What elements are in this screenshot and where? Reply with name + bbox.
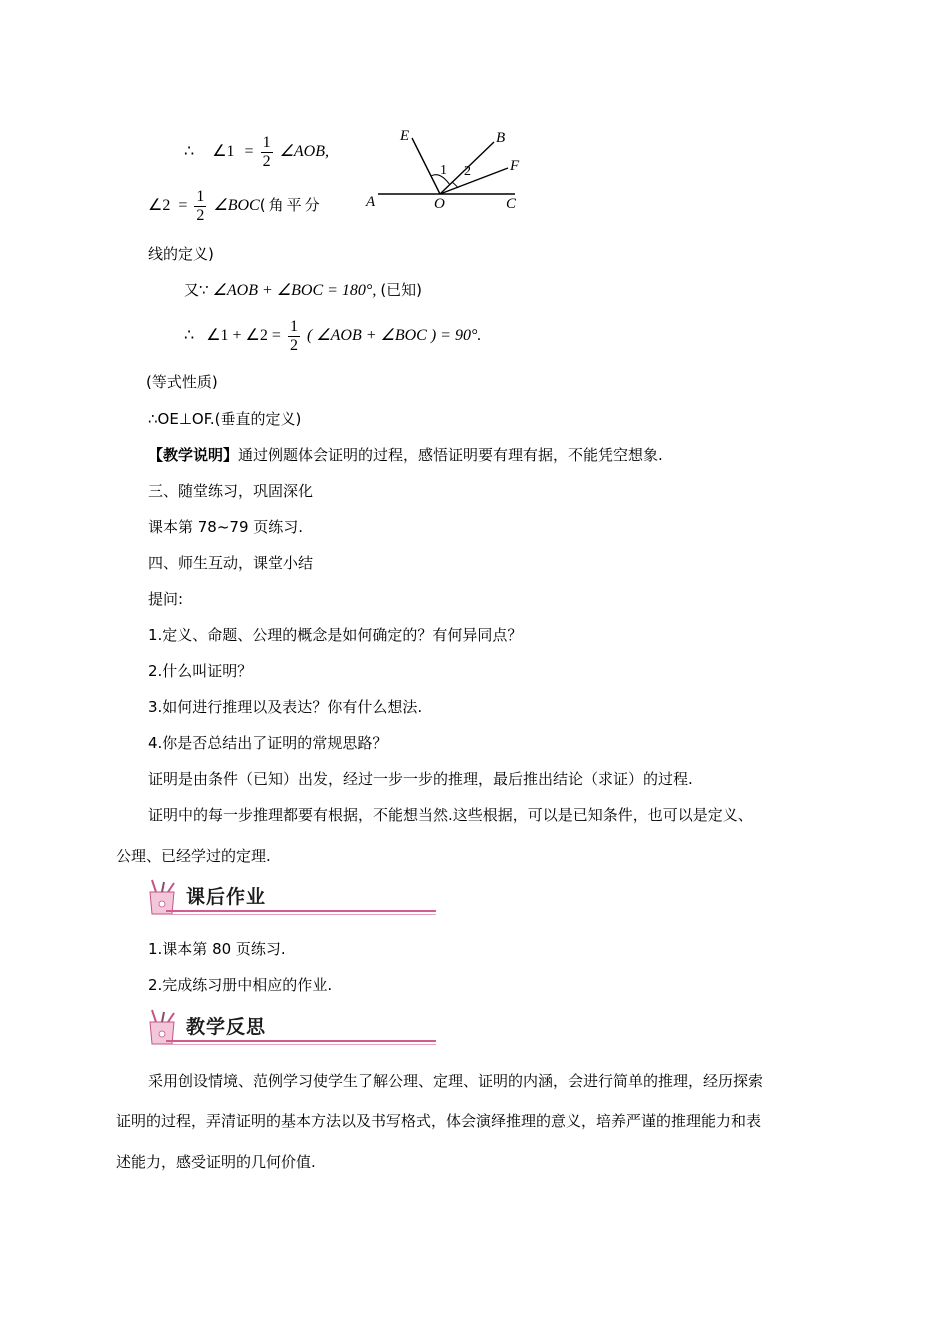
teaching-note <box>148 445 663 465</box>
arc-angle-2 <box>452 182 458 188</box>
badge-underline <box>166 1040 436 1042</box>
badge-underline-thin <box>166 1044 436 1045</box>
teaching-note-text: 通过例题体会证明的过程，感悟证明要有理有据，不能凭空想象. <box>238 446 663 464</box>
section-3-text: 课本第 78~79 页练习. <box>148 518 304 536</box>
homework-badge-label: 课后作业 <box>186 886 267 908</box>
label-b: B <box>496 130 506 146</box>
question-3: 3.如何进行推理以及表达？你有什么想法. <box>148 698 423 716</box>
label-f: F <box>510 158 520 174</box>
proof-line-4-reason: (等式性质) <box>146 373 218 391</box>
question-4: 4.你是否总结出了证明的常规思路？ <box>148 734 388 752</box>
question-1: 1.定义、命题、公理的概念是如何确定的？有何异同点？ <box>148 626 523 644</box>
fraction-half: $\frac{1}{2}$ <box>262 134 271 170</box>
teaching-note-label: 【教学说明】 <box>148 446 239 464</box>
homework-item-2: 2.完成练习册中相应的作业. <box>148 976 333 994</box>
reflection-badge-label: 教学反思 <box>186 1016 267 1038</box>
badge-underline <box>166 910 436 912</box>
equals: = <box>244 143 254 161</box>
angle-figure <box>360 124 530 214</box>
section-4-ask: 提问: <box>148 590 184 608</box>
angle-boc: ∠BOC <box>213 197 260 215</box>
label-angle-1: 1 <box>440 163 447 178</box>
proof-line-3: 又∵ ∠AOB + ∠BOC = 180°, (已知) <box>184 281 423 299</box>
reflection-line-1: 采用创设情境、范例学习使学生了解公理、定理、证明的内涵，会进行简单的推理，经历探索 <box>148 1072 764 1090</box>
fraction-half: $\frac{1}{2}$ <box>289 318 298 354</box>
question-2: 2.什么叫证明？ <box>148 662 253 680</box>
proof-line-2-cont: 线的定义) <box>148 245 214 263</box>
angle-1: ∠1 <box>212 143 235 161</box>
summary-1: 证明是由条件（已知）出发，经过一步一步的推理，最后推出结论（求证）的过程. <box>148 770 693 788</box>
angle-2: ∠2 <box>148 197 171 215</box>
reflection-line-2: 证明的过程，弄清证明的基本方法以及书写格式，体会演绎推理的意义，培养严谨的推理能力和表 <box>116 1112 762 1130</box>
reflection-line-3: 述能力，感受证明的几何价值. <box>116 1153 316 1171</box>
section-4-title: 四、师生互动，课堂小结 <box>148 554 314 572</box>
section-3-title: 三、随堂练习，巩固深化 <box>148 482 314 500</box>
reason-bisector: (角平分 <box>259 196 323 215</box>
label-c: C <box>506 196 517 212</box>
label-e: E <box>400 128 410 144</box>
pen-holder-icon <box>144 1008 184 1048</box>
summary-2-line-1: 证明中的每一步推理都要有根据，不能想当然.这些根据，可以是已知条件，也可以是定义、 <box>148 806 753 824</box>
summary-2-line-2: 公理、已经学过的定理. <box>116 847 271 865</box>
ray-of <box>440 168 508 194</box>
angle-aob: ∠AOB, <box>279 143 330 161</box>
fraction-half: $\frac{1}{2}$ <box>196 188 205 224</box>
label-a: A <box>366 194 376 210</box>
homework-badge <box>144 878 444 918</box>
badge-underline-thin <box>166 914 436 915</box>
therefore-symbol: ∴ <box>184 143 195 161</box>
proof-line-2: ∠2 = $\frac{1}{2}$ ∠BOC(角平分 <box>148 188 323 224</box>
reflection-badge <box>144 1008 444 1048</box>
proof-conclusion: ∴OE⊥OF.(垂直的定义) <box>148 410 302 428</box>
proof-line-1 <box>184 134 329 171</box>
homework-item-1: 1.课本第 80 页练习. <box>148 940 286 958</box>
ray-oe <box>412 138 440 194</box>
pen-holder-icon <box>144 878 184 918</box>
proof-line-4: ∴ ∠1 + ∠2 = $\frac{1}{2}$ ( ∠AOB + ∠BOC ) = 90°. <box>184 318 482 354</box>
label-o: O <box>434 196 445 212</box>
label-angle-2: 2 <box>464 164 471 179</box>
